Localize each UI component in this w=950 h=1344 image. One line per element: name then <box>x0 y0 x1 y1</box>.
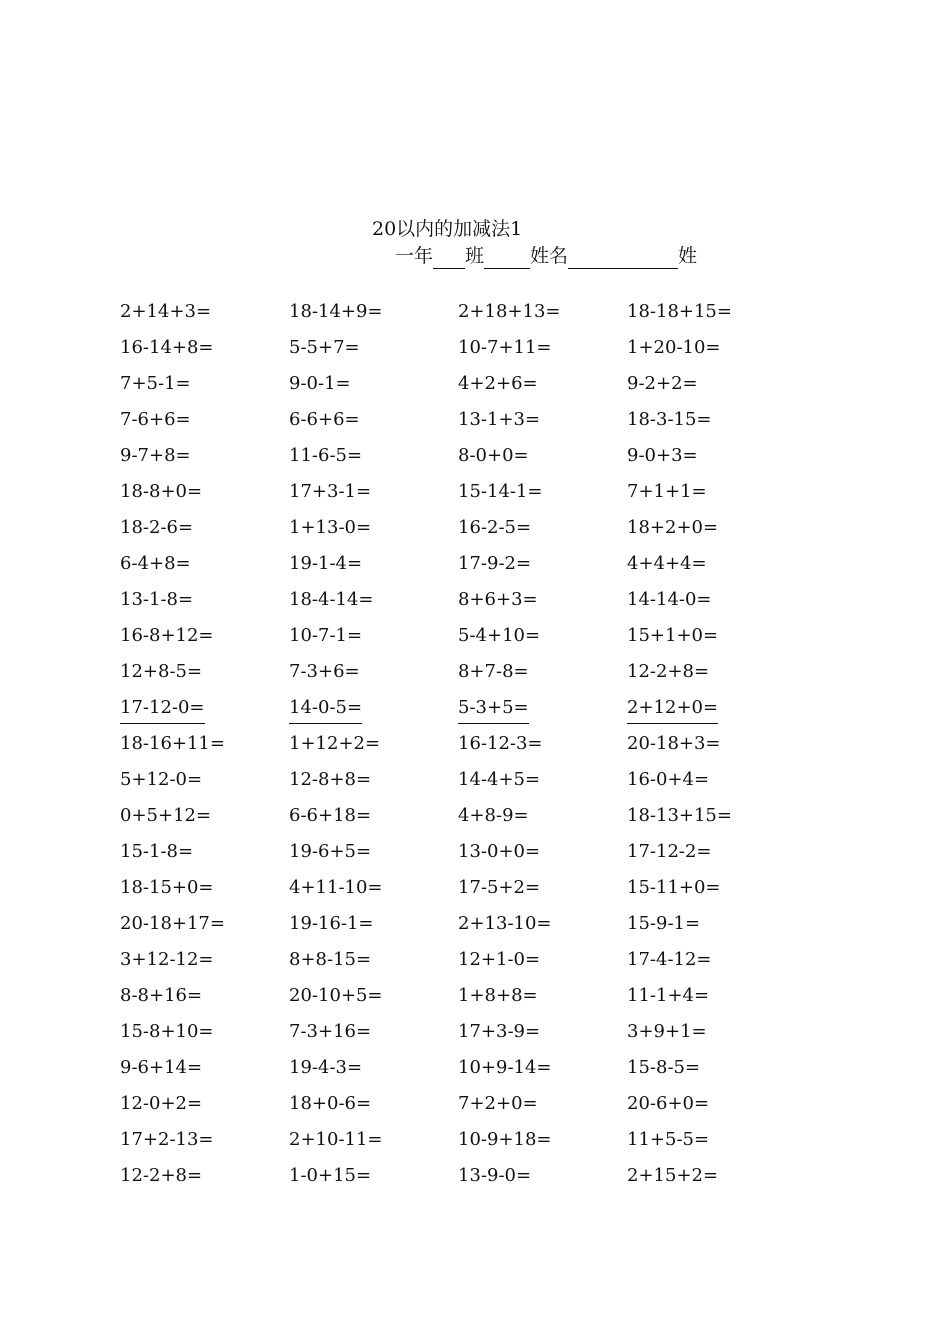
problem-cell: 12-2+8= <box>627 661 710 682</box>
problem-cell: 13-0+0= <box>458 841 541 862</box>
name-label: 姓名 <box>530 245 569 267</box>
problem-cell: 0+5+12= <box>120 805 212 826</box>
problem-cell: 18-2-6= <box>120 517 194 538</box>
problem-cell: 7+5-1= <box>120 373 191 394</box>
problem-cell: 16-14+8= <box>120 337 214 358</box>
problem-cell: 16-2-5= <box>458 517 532 538</box>
problem-cell: 3+9+1= <box>627 1021 707 1042</box>
problem-cell: 5+12-0= <box>120 769 203 790</box>
problem-cell: 7-6+6= <box>120 409 191 430</box>
problem-cell: 2+18+13= <box>458 301 561 322</box>
problem-cell: 11-6-5= <box>289 445 363 466</box>
problem-cell: 7-3+16= <box>289 1021 372 1042</box>
problem-cell: 8+6+3= <box>458 589 538 610</box>
problem-cell: 20-18+3= <box>627 733 721 754</box>
problem-cell: 17-12-0= <box>120 693 205 724</box>
problem-cell: 18-18+15= <box>627 301 732 322</box>
problem-cell: 15-14-1= <box>458 481 543 502</box>
problem-cell: 20-6+0= <box>627 1093 710 1114</box>
problem-cell: 6-4+8= <box>120 553 191 574</box>
problem-cell: 18-4-14= <box>289 589 374 610</box>
problem-cell: 17-12-2= <box>627 841 712 862</box>
problem-cell: 9-2+2= <box>627 373 698 394</box>
problem-cell: 19-16-1= <box>289 913 374 934</box>
class-label: 班 <box>465 245 485 267</box>
problem-cell: 5-5+7= <box>289 337 360 358</box>
problem-cell: 18-13+15= <box>627 805 732 826</box>
problem-cell: 18-14+9= <box>289 301 383 322</box>
problem-cell: 10-7+11= <box>458 337 552 358</box>
problem-cell: 8-0+0= <box>458 445 529 466</box>
problem-cell: 1+12+2= <box>289 733 381 754</box>
problem-cell: 7+2+0= <box>458 1093 538 1114</box>
problem-cell: 9-6+14= <box>120 1057 203 1078</box>
problem-cell: 12-8+8= <box>289 769 372 790</box>
problem-cell: 2+15+2= <box>627 1165 719 1186</box>
problem-cell: 5-4+10= <box>458 625 541 646</box>
problem-cell: 18+0-6= <box>289 1093 372 1114</box>
problem-cell: 14-0-5= <box>289 693 362 724</box>
problem-cell: 8+7-8= <box>458 661 529 682</box>
problem-cell: 18+2+0= <box>627 517 719 538</box>
problem-cell: 18-3-15= <box>627 409 712 430</box>
problem-cell: 3+12-12= <box>120 949 214 970</box>
problem-cell: 17-4-12= <box>627 949 712 970</box>
problem-cell: 20-18+17= <box>120 913 225 934</box>
problem-cell: 10+9-14= <box>458 1057 552 1078</box>
problem-cell: 18-16+11= <box>120 733 225 754</box>
problem-cell: 15-9-1= <box>627 913 701 934</box>
problem-cell: 20-10+5= <box>289 985 383 1006</box>
problem-cell: 2+14+3= <box>120 301 212 322</box>
grade-label: 一年 <box>395 245 434 267</box>
worksheet-title: 20以内的加减法1 <box>372 218 523 240</box>
problem-cell: 12-2+8= <box>120 1165 203 1186</box>
problem-cell: 17-5+2= <box>458 877 541 898</box>
problem-cell: 12+1-0= <box>458 949 541 970</box>
problem-cell: 13-9-0= <box>458 1165 532 1186</box>
problem-cell: 19-4-3= <box>289 1057 363 1078</box>
problem-cell: 19-1-4= <box>289 553 363 574</box>
problem-cell: 15-8+10= <box>120 1021 214 1042</box>
problem-cell: 4+4+4= <box>627 553 707 574</box>
problem-cell: 10-9+18= <box>458 1129 552 1150</box>
problem-cell: 1-0+15= <box>289 1165 372 1186</box>
problem-cell: 15-1-8= <box>120 841 194 862</box>
problem-cell: 7+1+1= <box>627 481 707 502</box>
problem-cell: 15-8-5= <box>627 1057 701 1078</box>
problem-cell: 7-3+6= <box>289 661 360 682</box>
problem-cell: 8-8+16= <box>120 985 203 1006</box>
student-info-line <box>395 243 697 269</box>
problem-cell: 9-7+8= <box>120 445 191 466</box>
class-blank[interactable] <box>484 247 530 269</box>
problem-cell: 13-1-8= <box>120 589 194 610</box>
problem-cell: 6-6+6= <box>289 409 360 430</box>
problem-cell: 14-14-0= <box>627 589 712 610</box>
problem-cell: 4+11-10= <box>289 877 383 898</box>
name-blank[interactable] <box>568 247 678 269</box>
problem-cell: 17-9-2= <box>458 553 532 574</box>
problem-cell: 1+8+8= <box>458 985 538 1006</box>
problem-cell: 5-3+5= <box>458 693 529 724</box>
problem-cell: 8+8-15= <box>289 949 372 970</box>
problem-cell: 1+20-10= <box>627 337 721 358</box>
problem-cell: 4+8-9= <box>458 805 529 826</box>
problem-cell: 9-0+3= <box>627 445 698 466</box>
problem-cell: 11+5-5= <box>627 1129 710 1150</box>
problem-cell: 6-6+18= <box>289 805 372 826</box>
problem-cell: 18-15+0= <box>120 877 214 898</box>
problem-cell: 16-12-3= <box>458 733 543 754</box>
problem-cell: 1+13-0= <box>289 517 372 538</box>
problem-cell: 19-6+5= <box>289 841 372 862</box>
problem-cell: 17+3-1= <box>289 481 372 502</box>
problem-cell: 14-4+5= <box>458 769 541 790</box>
problem-cell: 10-7-1= <box>289 625 363 646</box>
problem-cell: 4+2+6= <box>458 373 538 394</box>
problem-cell: 2+13-10= <box>458 913 552 934</box>
grade-blank[interactable] <box>433 247 465 269</box>
problem-cell: 12-0+2= <box>120 1093 203 1114</box>
problem-cell: 2+12+0= <box>627 693 718 724</box>
problem-cell: 16-8+12= <box>120 625 214 646</box>
trailing-label: 姓 <box>678 245 698 267</box>
problem-cell: 2+10-11= <box>289 1129 383 1150</box>
problem-cell: 15+1+0= <box>627 625 719 646</box>
problem-cell: 12+8-5= <box>120 661 203 682</box>
problem-cell: 16-0+4= <box>627 769 710 790</box>
problem-cell: 11-1+4= <box>627 985 710 1006</box>
problem-cell: 17+2-13= <box>120 1129 214 1150</box>
problem-cell: 13-1+3= <box>458 409 541 430</box>
problem-cell: 17+3-9= <box>458 1021 541 1042</box>
problem-cell: 15-11+0= <box>627 877 721 898</box>
problem-cell: 18-8+0= <box>120 481 203 502</box>
problem-cell: 9-0-1= <box>289 373 351 394</box>
